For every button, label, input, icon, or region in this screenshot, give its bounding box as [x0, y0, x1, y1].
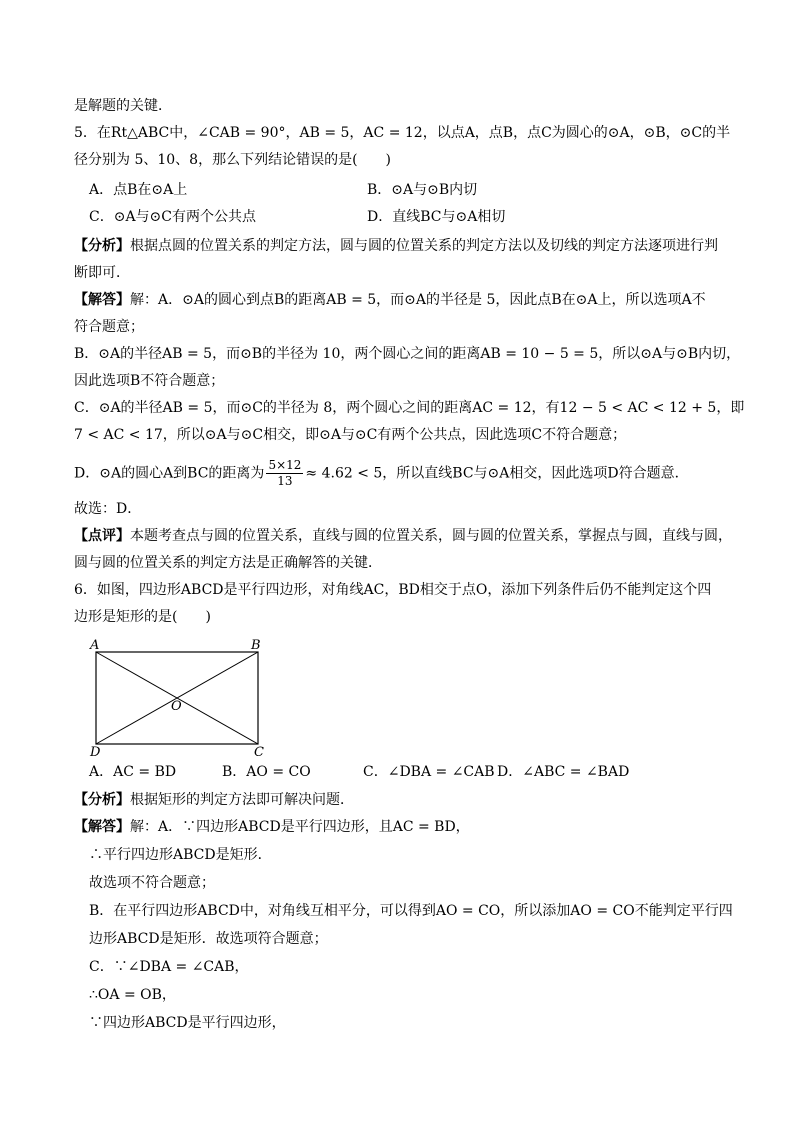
text-line: 是解题的关键．: [74, 98, 172, 114]
q6-option-c: C．∠DBA = ∠CAB: [363, 764, 495, 780]
solution-2: B．⊙A的半径AB = 5，而⊙B的半径为 10，两个圆心之间的距离AB = 10 − 5 = 5，所以⊙A与⊙B内切，: [74, 346, 741, 362]
fraction: [266, 458, 303, 489]
solution-3: C．⊙A的半径AB = 5，而⊙C的半径为 8，两个圆心之间的距离AC = 12，有12 − 5 < AC < 12 + 5，即: [74, 400, 745, 416]
q5-option-d: D．直线BC与⊙A相切: [367, 209, 506, 225]
comment-text: 本题考查点与圆的位置关系，直线与圆的位置关系，圆与圆的位置关系，掌握点与圆，直线与圆，: [130, 528, 732, 544]
analysis-text: 根据点圆的位置关系的判定方法，圆与圆的位置关系的判定方法以及切线的判定方法逐项进行判: [130, 238, 718, 254]
solution-6: B．在平行四边形ABCD中，对角线互相平分，可以得到AO = CO，所以添加AO = CO不能判定平行四: [89, 903, 733, 919]
rectangle-diagram: [86, 636, 276, 758]
solution-1-cont: 符合题意；: [74, 319, 144, 335]
analysis-tag: 【分析】: [74, 792, 130, 808]
question-6-stem-cont: 边形是矩形的是( ): [74, 609, 211, 625]
solution-4: [74, 458, 689, 489]
center-label-o: O: [171, 699, 182, 714]
solution-3-cont: 7 < AC < 17，所以⊙A与⊙C相交，即⊙A与⊙C有两个公共点，因此选项C不符合题意；: [74, 427, 627, 443]
vertex-label-a: A: [90, 638, 100, 653]
vertex-label-d: D: [90, 745, 101, 758]
solution-5-step: ∴平行四边形ABCD是矩形．: [89, 847, 272, 863]
solution-tag: 【解答】: [74, 292, 130, 308]
fraction-denominator: 13: [277, 474, 293, 488]
solution-7: C．∵∠DBA = ∠CAB，: [89, 959, 249, 975]
solution-text: 解：A．∵四边形ABCD是平行四边形，且AC = BD，: [130, 819, 470, 835]
analysis-2: [74, 790, 354, 810]
q5-option-c: C．⊙A与⊙C有两个公共点: [89, 209, 256, 225]
solution-7-step-2: ∵四边形ABCD是平行四边形，: [89, 1015, 286, 1031]
analysis-1: [74, 236, 718, 256]
solution-1: [74, 290, 706, 310]
vertex-label-b: B: [251, 638, 261, 653]
solution-4-post: ≈ 4.62 < 5，所以直线BC与⊙A相交，因此选项D符合题意．: [305, 465, 689, 482]
q5-option-b: B．⊙A与⊙B内切: [367, 182, 478, 198]
analysis-tag: 【分析】: [74, 238, 130, 254]
question-5-stem: 5．在Rt△ABC中，∠CAB = 90°，AB = 5，AC = 12，以点A，点B，点C为圆心的⊙A，⊙B，⊙C的半: [74, 125, 731, 141]
comment: [74, 526, 732, 546]
solution-2-cont: 因此选项B不符合题意；: [74, 373, 225, 389]
solution-tag: 【解答】: [74, 819, 130, 835]
analysis-1-cont: 断即可．: [74, 265, 130, 281]
analysis-text: 根据矩形的判定方法即可解决问题．: [130, 792, 354, 808]
solution-5-conclusion: 故选项不符合题意；: [89, 875, 215, 891]
solution-7-step: ∴OA = OB，: [89, 987, 176, 1003]
vertex-label-c: C: [254, 745, 264, 758]
question-5-stem-cont: 径分别为 5、10、8，那么下列结论错误的是( ): [74, 152, 392, 168]
answer-1: 故选：D．: [74, 501, 142, 517]
q6-option-d: D．∠ABC = ∠BAD: [497, 764, 630, 780]
solution-6-cont: 边形ABCD是矩形．故选项符合题意；: [89, 931, 328, 947]
solution-4-pre: D．⊙A的圆心A到BC的距离为: [74, 465, 265, 482]
q6-option-a: A．AC = BD: [89, 764, 177, 780]
q6-option-b: B．AO = CO: [222, 764, 311, 780]
q5-option-a: A．点B在⊙A上: [89, 182, 188, 198]
comment-tag: 【点评】: [74, 528, 130, 544]
solution-5: [74, 817, 470, 837]
fraction-numerator: 5×12: [268, 458, 302, 472]
solution-text: 解：A．⊙A的圆心到点B的距离AB = 5，而⊙A的半径是 5，因此点B在⊙A上，所以选项A不: [130, 292, 706, 308]
comment-cont: 圆与圆的位置关系的判定方法是正确解答的关键．: [74, 555, 382, 571]
question-6-stem: 6．如图，四边形ABCD是平行四边形，对角线AC，BD相交于点O，添加下列条件后仍不能判定这个四: [74, 582, 712, 598]
